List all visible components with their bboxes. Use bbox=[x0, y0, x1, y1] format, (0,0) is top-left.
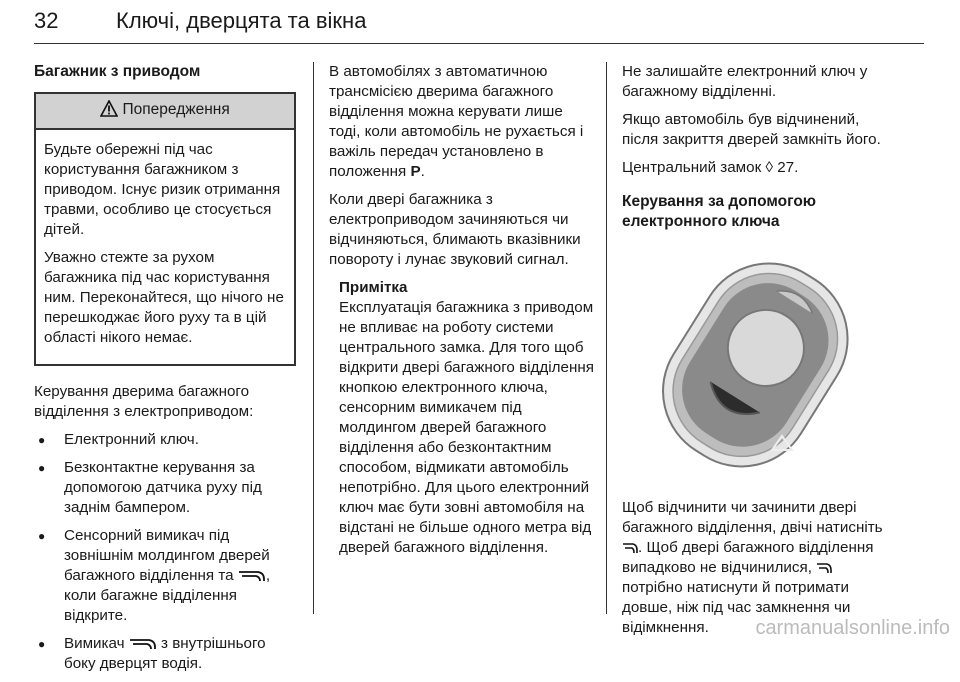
warning-paragraph: Будьте обережні під час користування багажником з приводом. Існує ризик отримання травми, особливо це стосується дітей. bbox=[44, 141, 281, 238]
gear-p-label: P bbox=[410, 163, 421, 180]
warning-title: Попередження bbox=[122, 101, 230, 118]
section-title-key-control: Керування за допомогою електронного ключа bbox=[622, 193, 817, 230]
paragraph-text: . bbox=[420, 163, 425, 180]
warning-box bbox=[34, 92, 296, 366]
column-1 bbox=[34, 62, 296, 682]
tailgate-key-icon bbox=[622, 541, 638, 555]
tailgate-icon bbox=[129, 637, 157, 651]
control-intro: Керування дверима багажного відділення з електроприводом: bbox=[34, 383, 254, 420]
note-block bbox=[329, 278, 594, 558]
warning-triangle-icon bbox=[100, 100, 118, 117]
tailgate-key-icon bbox=[816, 561, 832, 575]
paragraph: Не залишайте електронний ключ у багажному відділенні. bbox=[622, 63, 868, 100]
paragraph-text: В автомобілях з автоматичною трансмісією дверима багажного відділення можна керувати лише тоді, коли автомобіль не рухається і важіль передач установлено в положення bbox=[329, 63, 584, 180]
column-divider bbox=[313, 62, 314, 614]
warning-body bbox=[36, 130, 294, 364]
warning-header bbox=[36, 94, 294, 130]
xref-page: 27. bbox=[777, 159, 799, 176]
list-item-text: Вимикач bbox=[64, 635, 125, 652]
xref-text: Центральний замок bbox=[622, 159, 762, 176]
cross-reference bbox=[622, 158, 892, 178]
paragraph: Коли двері багажника з електроприводом зачиняються чи відчиняються, блимають вказівники повороту і лунає звуковий сигнал. bbox=[329, 191, 581, 268]
warning-paragraph: Уважно стежте за рухом багажника під час користування ним. Переконайтеся, що нічого не перешкоджає його руху та в цій області нікого немає. bbox=[44, 249, 284, 346]
paragraph: Якщо автомобіль був відчинений, після закриття дверей замкніть його. bbox=[622, 111, 881, 148]
column-3 bbox=[622, 62, 892, 646]
column-divider bbox=[606, 62, 607, 614]
list-item bbox=[34, 634, 296, 674]
page-header bbox=[34, 6, 924, 44]
list-item-text: , коли багажне відділення відкрите. bbox=[64, 567, 271, 624]
chapter-title: Ключі, дверцята та вікна bbox=[116, 8, 367, 33]
paragraph-text: . Щоб двері багажного відділення випадково не відчинилися, bbox=[622, 539, 874, 576]
control-methods-list bbox=[34, 430, 296, 674]
list-item-text: з внутрішнього боку дверцят водія. bbox=[64, 635, 266, 672]
page-number: 32 bbox=[34, 8, 59, 33]
section-title-power-tailgate: Багажник з приводом bbox=[34, 63, 201, 80]
paragraph-text: потрібно натиснути й потримати довше, ніж під час замкнення чи відімкнення. bbox=[622, 579, 851, 636]
column-2 bbox=[329, 62, 594, 558]
list-item: ● Безконтактне керування за допомогою датчика руху під заднім бампером. bbox=[34, 458, 296, 518]
note-title: Примітка bbox=[339, 279, 408, 296]
watermark: carmanualsonline.info bbox=[755, 617, 950, 639]
paragraph bbox=[329, 62, 594, 182]
xref-arrow-icon: ◊ bbox=[765, 159, 773, 176]
electronic-key-illustration bbox=[622, 254, 892, 478]
list-item-text: Сенсорний вимикач під зовнішнім молдингом дверей багажного відділення та bbox=[64, 527, 270, 584]
paragraph-text: Щоб відчинити чи зачинити двері багажного відділення, двічі натисніть bbox=[622, 499, 883, 536]
header-rule bbox=[34, 43, 924, 44]
note-text: Експлуатація багажника з приводом не впливає на роботу системи центрального замка. Для того щоб відкрити двері багажного відділення кнопкою електронного ключа, сенсорним вимикачем під молдингом дверей багажного відділення або безконтактним способом, відмикати автомобіль непотрібно. Для цього електронний ключ має бути зовні автомобіля на відстані не більше одного метра від дверей багажного відділення. bbox=[339, 299, 594, 556]
list-item bbox=[34, 526, 296, 626]
list-item: ● Електронний ключ. bbox=[34, 430, 296, 450]
tailgate-icon bbox=[238, 569, 266, 583]
